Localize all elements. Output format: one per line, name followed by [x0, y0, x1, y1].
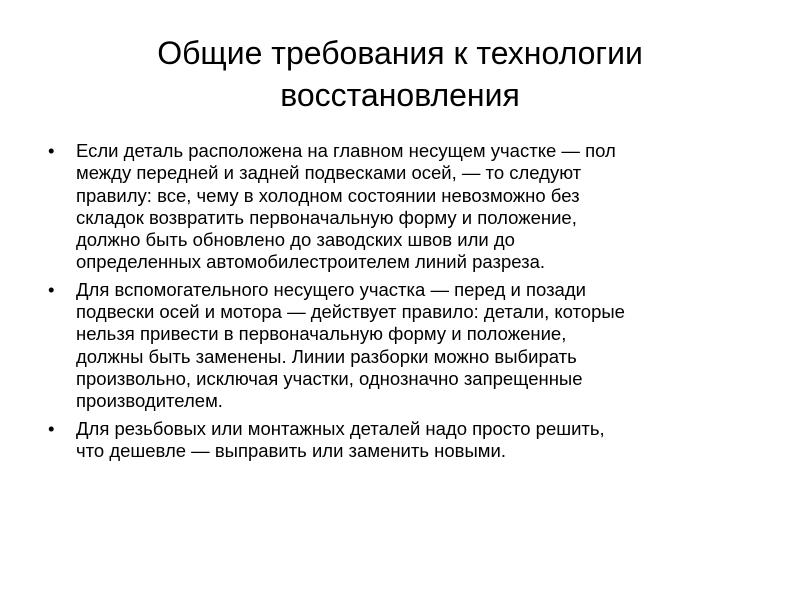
- bullet-marker-icon: •: [48, 417, 55, 439]
- slide-title-line-1: Общие требования к технологии: [157, 35, 643, 71]
- bullet-text: Если деталь расположена на главном несущем участке — пол между передней и задней подвесками осей, — то следуют правилу: все, чему в холодном состоянии невозможно без складок возвратить первоначальную форму и положение, должно быть обновлено до заводских швов или до определенных автомобилестроителем линий разреза.: [76, 140, 616, 273]
- bullet-text: Для вспомогательного несущего участка — перед и позади подвески осей и мотора — действует правило: детали, которые нельзя привести в первоначальную форму и положение, должны быть заменены. Линии разборки можно выбирать произвольно, исключая участки, однозначно запрещенные производителем.: [76, 278, 625, 412]
- slide-title: [60, 32, 740, 116]
- bullet-marker-icon: •: [48, 140, 55, 161]
- bullet-item-3: [48, 418, 748, 463]
- bullet-text: Для резьбовых или монтажных деталей надо просто решить, что дешевле — выправить или заменить новыми.: [76, 417, 605, 461]
- bullet-list: [48, 140, 748, 467]
- slide-title-line-2: восстановления: [280, 77, 520, 113]
- bullet-item-2: [48, 279, 748, 413]
- bullet-marker-icon: •: [48, 278, 55, 300]
- bullet-item-1: [48, 140, 748, 274]
